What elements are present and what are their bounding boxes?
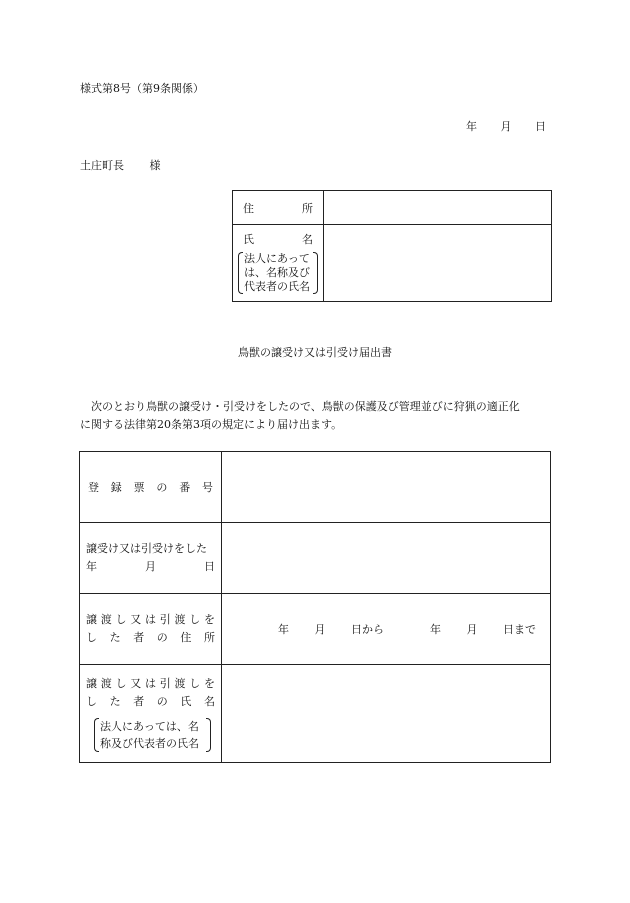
intro-line-1: 次のとおり鳥獣の譲受け・引受けをしたので、鳥獣の保護及び管理並びに狩猟の適正化 [91, 400, 520, 413]
gn-char: 渡 [174, 676, 186, 690]
gn-char: は [145, 676, 156, 690]
period-start-year: 年 [278, 623, 289, 636]
giver-corporate-note [94, 717, 211, 753]
gn-char: し [86, 694, 97, 708]
applicant-table [232, 190, 552, 302]
details-table [79, 451, 551, 763]
ga-char: を [204, 613, 215, 626]
ga-char: し [189, 613, 201, 626]
ga-char: し [115, 613, 127, 626]
period-end [430, 621, 536, 637]
gn-char: 譲 [86, 676, 97, 690]
reg-char: 票 [133, 481, 145, 494]
reg-char: 登 [88, 481, 99, 494]
period-start-day: 日から [351, 623, 384, 636]
gn-char: し [189, 676, 201, 690]
corporate-note-line-3: 代表者の氏名 [244, 280, 310, 293]
ga-char: 住 [180, 631, 192, 644]
transfer-date-label-cell [80, 523, 222, 594]
gn-char: の [156, 694, 168, 708]
date-year-label: 年 [466, 120, 477, 133]
name-value-cell[interactable] [324, 225, 552, 302]
transfer-date-day: 日 [204, 560, 215, 573]
gn-char: し [115, 676, 127, 690]
ga-char: 又 [130, 613, 142, 626]
name-label-cell [233, 225, 324, 302]
giver-note-line-2: 称及び代表者の氏名 [100, 736, 199, 750]
registration-value-cell[interactable] [222, 452, 551, 523]
period-end-month: 月 [466, 623, 478, 636]
gn-char: を [204, 676, 215, 690]
address-value-cell[interactable] [324, 191, 552, 225]
giver-address-label-cell [80, 594, 222, 665]
ga-char: 譲 [86, 613, 97, 626]
registration-label-cell [80, 452, 222, 523]
giver-name-value-cell[interactable] [222, 665, 551, 763]
corporate-note-line-2: は、名称及び [244, 266, 310, 279]
gn-char: 渡 [100, 676, 112, 690]
document-title: 鳥獣の譲受け又は引受け届出書 [238, 346, 392, 359]
gn-char: 者 [133, 694, 145, 708]
corporate-note [238, 251, 318, 295]
ga-char: は [145, 613, 156, 626]
transfer-date-value-cell[interactable] [222, 523, 551, 594]
transfer-date-line-1: 譲受け又は引受けをした [86, 542, 207, 555]
date-month-label: 月 [500, 120, 512, 133]
gn-char: 又 [130, 676, 142, 690]
corporate-note-line-1: 法人にあって [244, 252, 310, 265]
addressee [80, 157, 161, 173]
gn-char: 引 [159, 676, 171, 690]
period-start [278, 621, 384, 637]
giver-note-line-1: 法人にあっては、名 [100, 719, 199, 733]
period-start-month: 月 [314, 623, 326, 636]
giver-name-label-cell [80, 665, 222, 763]
reg-char: の [156, 481, 168, 494]
ga-char: 渡 [100, 613, 112, 626]
ga-char: 者 [133, 631, 145, 644]
period-value-cell[interactable] [222, 594, 551, 665]
ga-char: 所 [203, 631, 215, 644]
form-number: 様式第8号（第9条関係） [80, 82, 204, 95]
address-label-1: 住 [243, 201, 254, 215]
date-day-label: 日 [535, 120, 546, 133]
address-label-cell [233, 191, 324, 225]
ga-char: 渡 [174, 613, 186, 626]
name-label-2: 名 [302, 233, 313, 246]
intro-line-2: に関する法律第20条第3項の規定により届け出ます。 [80, 418, 343, 431]
transfer-date-year: 年 [86, 560, 97, 573]
ga-char: の [156, 631, 168, 644]
gn-char: 名 [203, 694, 215, 708]
ga-char: た [109, 631, 121, 644]
address-label-2: 所 [302, 201, 313, 215]
addressee-honorific: 様 [149, 159, 161, 172]
period-end-day: 日まで [503, 623, 536, 636]
intro-paragraph [80, 398, 520, 434]
transfer-date-month: 月 [145, 560, 156, 573]
gn-char: た [109, 694, 121, 708]
reg-char: 録 [110, 481, 122, 494]
addressee-name: 土庄町長 [80, 159, 124, 172]
reg-char: 号 [201, 481, 213, 494]
ga-char: し [86, 631, 97, 644]
gn-char: 氏 [180, 694, 192, 708]
period-end-year: 年 [430, 623, 441, 636]
name-label-1: 氏 [243, 233, 254, 246]
reg-char: 番 [179, 481, 191, 494]
ga-char: 引 [159, 613, 171, 626]
date-line [466, 118, 546, 134]
